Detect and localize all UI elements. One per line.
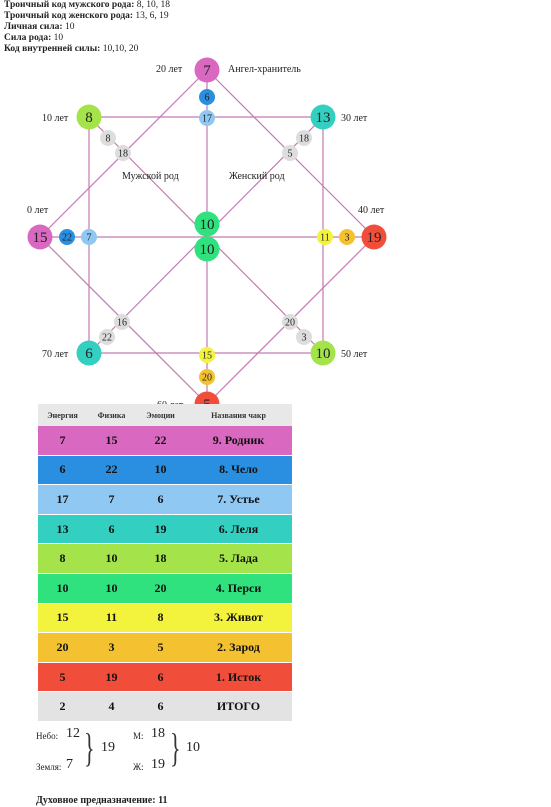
emotions-cell: 8: [136, 603, 185, 633]
node-top: [195, 58, 220, 83]
node-tl-a: [100, 130, 116, 146]
chakra-name-cell: 4. Перси: [185, 573, 292, 603]
brace-sky-earth: }: [84, 725, 95, 770]
svg-text:8: 8: [105, 133, 111, 145]
svg-text:22: 22: [62, 232, 72, 244]
emotions-cell: 20: [136, 573, 185, 603]
node-left-inner: [59, 229, 75, 245]
svg-text:6: 6: [85, 346, 93, 362]
age-70: 70 лет: [42, 349, 69, 360]
svg-text:10: 10: [315, 346, 331, 362]
svg-text:15: 15: [202, 350, 212, 362]
node-bottom-left: [77, 341, 102, 366]
node-center-bottom: [195, 237, 220, 262]
energy-cell: 2: [38, 692, 87, 722]
chakra-name-cell: ИТОГО: [185, 692, 292, 722]
node-left: [28, 225, 53, 250]
male-code-value: 8, 10, 18: [136, 0, 171, 10]
svg-text:3: 3: [344, 232, 350, 244]
physics-cell: 3: [87, 633, 136, 663]
emotions-cell: 6: [136, 662, 185, 692]
personal-power-value: 10: [64, 22, 75, 32]
age-10: 10 лет: [42, 113, 69, 124]
node-top-mid: [199, 110, 215, 126]
chakra-row: [38, 544, 292, 574]
svg-text:6: 6: [204, 92, 210, 104]
age-20: 20 лет: [156, 64, 183, 75]
energy-cell: 17: [38, 485, 87, 515]
svg-text:19: 19: [366, 230, 382, 246]
header-energy: Энергия: [38, 404, 87, 426]
svg-text:17: 17: [202, 113, 212, 125]
personal-power-label: Личная сила:: [4, 22, 63, 32]
energy-cell: 7: [38, 426, 87, 455]
svg-text:10: 10: [199, 242, 215, 258]
svg-text:8: 8: [85, 110, 93, 126]
age-30: 30 лет: [341, 113, 368, 124]
node-bottom-mid: [199, 347, 215, 363]
female-label: Ж:: [133, 762, 144, 772]
node-top-left: [77, 105, 102, 130]
svg-text:7: 7: [86, 232, 92, 244]
sky-value: 12: [66, 726, 80, 741]
node-left-mid: [81, 229, 97, 245]
age-50: 50 лет: [341, 349, 368, 360]
svg-text:10: 10: [199, 217, 215, 233]
emotions-cell: 6: [136, 692, 185, 722]
svg-text:22: 22: [102, 332, 112, 344]
node-tr-a: [296, 130, 312, 146]
female-value: 19: [151, 757, 165, 772]
spiritual-purpose-label: Духовное предназначение:: [36, 795, 156, 806]
female-code-value: 13, 6, 19: [135, 11, 169, 21]
header-chakra-names: Названия чакр: [185, 404, 292, 426]
brace-male-female: }: [170, 725, 181, 770]
energy-cell: 6: [38, 455, 87, 485]
svg-text:15: 15: [32, 230, 48, 246]
node-bottom-right: [311, 341, 336, 366]
guardian-label: Ангел-хранитель: [228, 64, 301, 75]
energy-cell: 8: [38, 544, 87, 574]
physics-cell: 19: [87, 662, 136, 692]
chakra-table-header: [38, 404, 292, 426]
node-bl-a: [99, 329, 115, 345]
chakra-row: [38, 426, 292, 455]
spiritual-purpose-value: 11: [158, 795, 168, 806]
header-physics: Физика: [87, 404, 136, 426]
node-tl-b: [115, 145, 131, 161]
node-center-top: [195, 212, 220, 237]
physics-cell: 10: [87, 544, 136, 574]
chakra-name-cell: 9. Родник: [185, 426, 292, 455]
chakra-name-cell: 6. Леля: [185, 514, 292, 544]
emotions-cell: 19: [136, 514, 185, 544]
physics-cell: 22: [87, 455, 136, 485]
female-code-label: Троичный код женского рода:: [4, 11, 134, 21]
family-power-label: Сила рода:: [4, 33, 52, 43]
physics-cell: 15: [87, 426, 136, 455]
male-code-label: Троичный код мужского рода:: [4, 0, 135, 10]
female-line-label: Женский род: [229, 171, 285, 182]
chakra-name-cell: 8. Чело: [185, 455, 292, 485]
physics-cell: 10: [87, 573, 136, 603]
energy-cell: 5: [38, 662, 87, 692]
chakra-row: [38, 603, 292, 633]
svg-text:13: 13: [315, 110, 331, 126]
chakra-name-cell: 3. Живот: [185, 603, 292, 633]
spiritual-purpose-line: [36, 795, 168, 806]
chakra-row: [38, 692, 292, 722]
node-right-inner: [339, 229, 355, 245]
male-female-total: 10: [186, 740, 200, 755]
age-40: 40 лет: [358, 205, 385, 216]
chakra-name-cell: 5. Лада: [185, 544, 292, 574]
node-top-right: [311, 105, 336, 130]
physics-cell: 7: [87, 485, 136, 515]
node-right-mid: [317, 229, 333, 245]
svg-text:18: 18: [299, 133, 309, 145]
sky-earth-total: 19: [101, 740, 115, 755]
physics-cell: 6: [87, 514, 136, 544]
energy-cell: 15: [38, 603, 87, 633]
chakra-row: [38, 633, 292, 663]
family-power-value: 10: [53, 33, 64, 43]
physics-cell: 4: [87, 692, 136, 722]
header-emotions: Эмоции: [136, 404, 185, 426]
chakra-row: [38, 455, 292, 485]
node-bottom-inner: [199, 369, 215, 385]
earth-value: 7: [66, 757, 73, 772]
svg-text:3: 3: [301, 332, 307, 344]
svg-text:20: 20: [285, 317, 295, 329]
inner-power-value: 10,10, 20: [102, 44, 139, 54]
chakra-name-cell: 2. Зарод: [185, 633, 292, 663]
inner-power-label: Код внутренней силы:: [4, 44, 101, 54]
male-line-label: Мужской род: [122, 171, 179, 182]
chakra-row: [38, 485, 292, 515]
svg-text:20: 20: [202, 372, 212, 384]
svg-text:7: 7: [203, 63, 211, 79]
male-value: 18: [151, 726, 165, 741]
chakra-row: [38, 662, 292, 692]
node-bl-b: [114, 314, 130, 330]
energy-cell: 13: [38, 514, 87, 544]
energy-cell: 20: [38, 633, 87, 663]
physics-cell: 11: [87, 603, 136, 633]
chakra-row: [38, 514, 292, 544]
energy-cell: 10: [38, 573, 87, 603]
male-label: М:: [133, 731, 144, 741]
node-br-b: [282, 314, 298, 330]
svg-text:11: 11: [320, 232, 330, 244]
chakra-name-cell: 7. Устье: [185, 485, 292, 515]
svg-text:18: 18: [118, 148, 128, 160]
node-right: [362, 225, 387, 250]
svg-text:5: 5: [287, 148, 293, 160]
emotions-cell: 18: [136, 544, 185, 574]
chakra-name-cell: 1. Исток: [185, 662, 292, 692]
sky-label: Небо:: [36, 731, 59, 741]
node-top-inner: [199, 89, 215, 105]
chakra-row: [38, 573, 292, 603]
emotions-cell: 5: [136, 633, 185, 663]
svg-text:16: 16: [117, 317, 127, 329]
node-br-a: [296, 329, 312, 345]
age-0: 0 лет: [27, 205, 49, 216]
earth-label: Земля:: [36, 762, 62, 772]
emotions-cell: 6: [136, 485, 185, 515]
emotions-cell: 22: [136, 426, 185, 455]
chakra-table: [38, 404, 292, 722]
emotions-cell: 10: [136, 455, 185, 485]
node-tr-b: [282, 145, 298, 161]
